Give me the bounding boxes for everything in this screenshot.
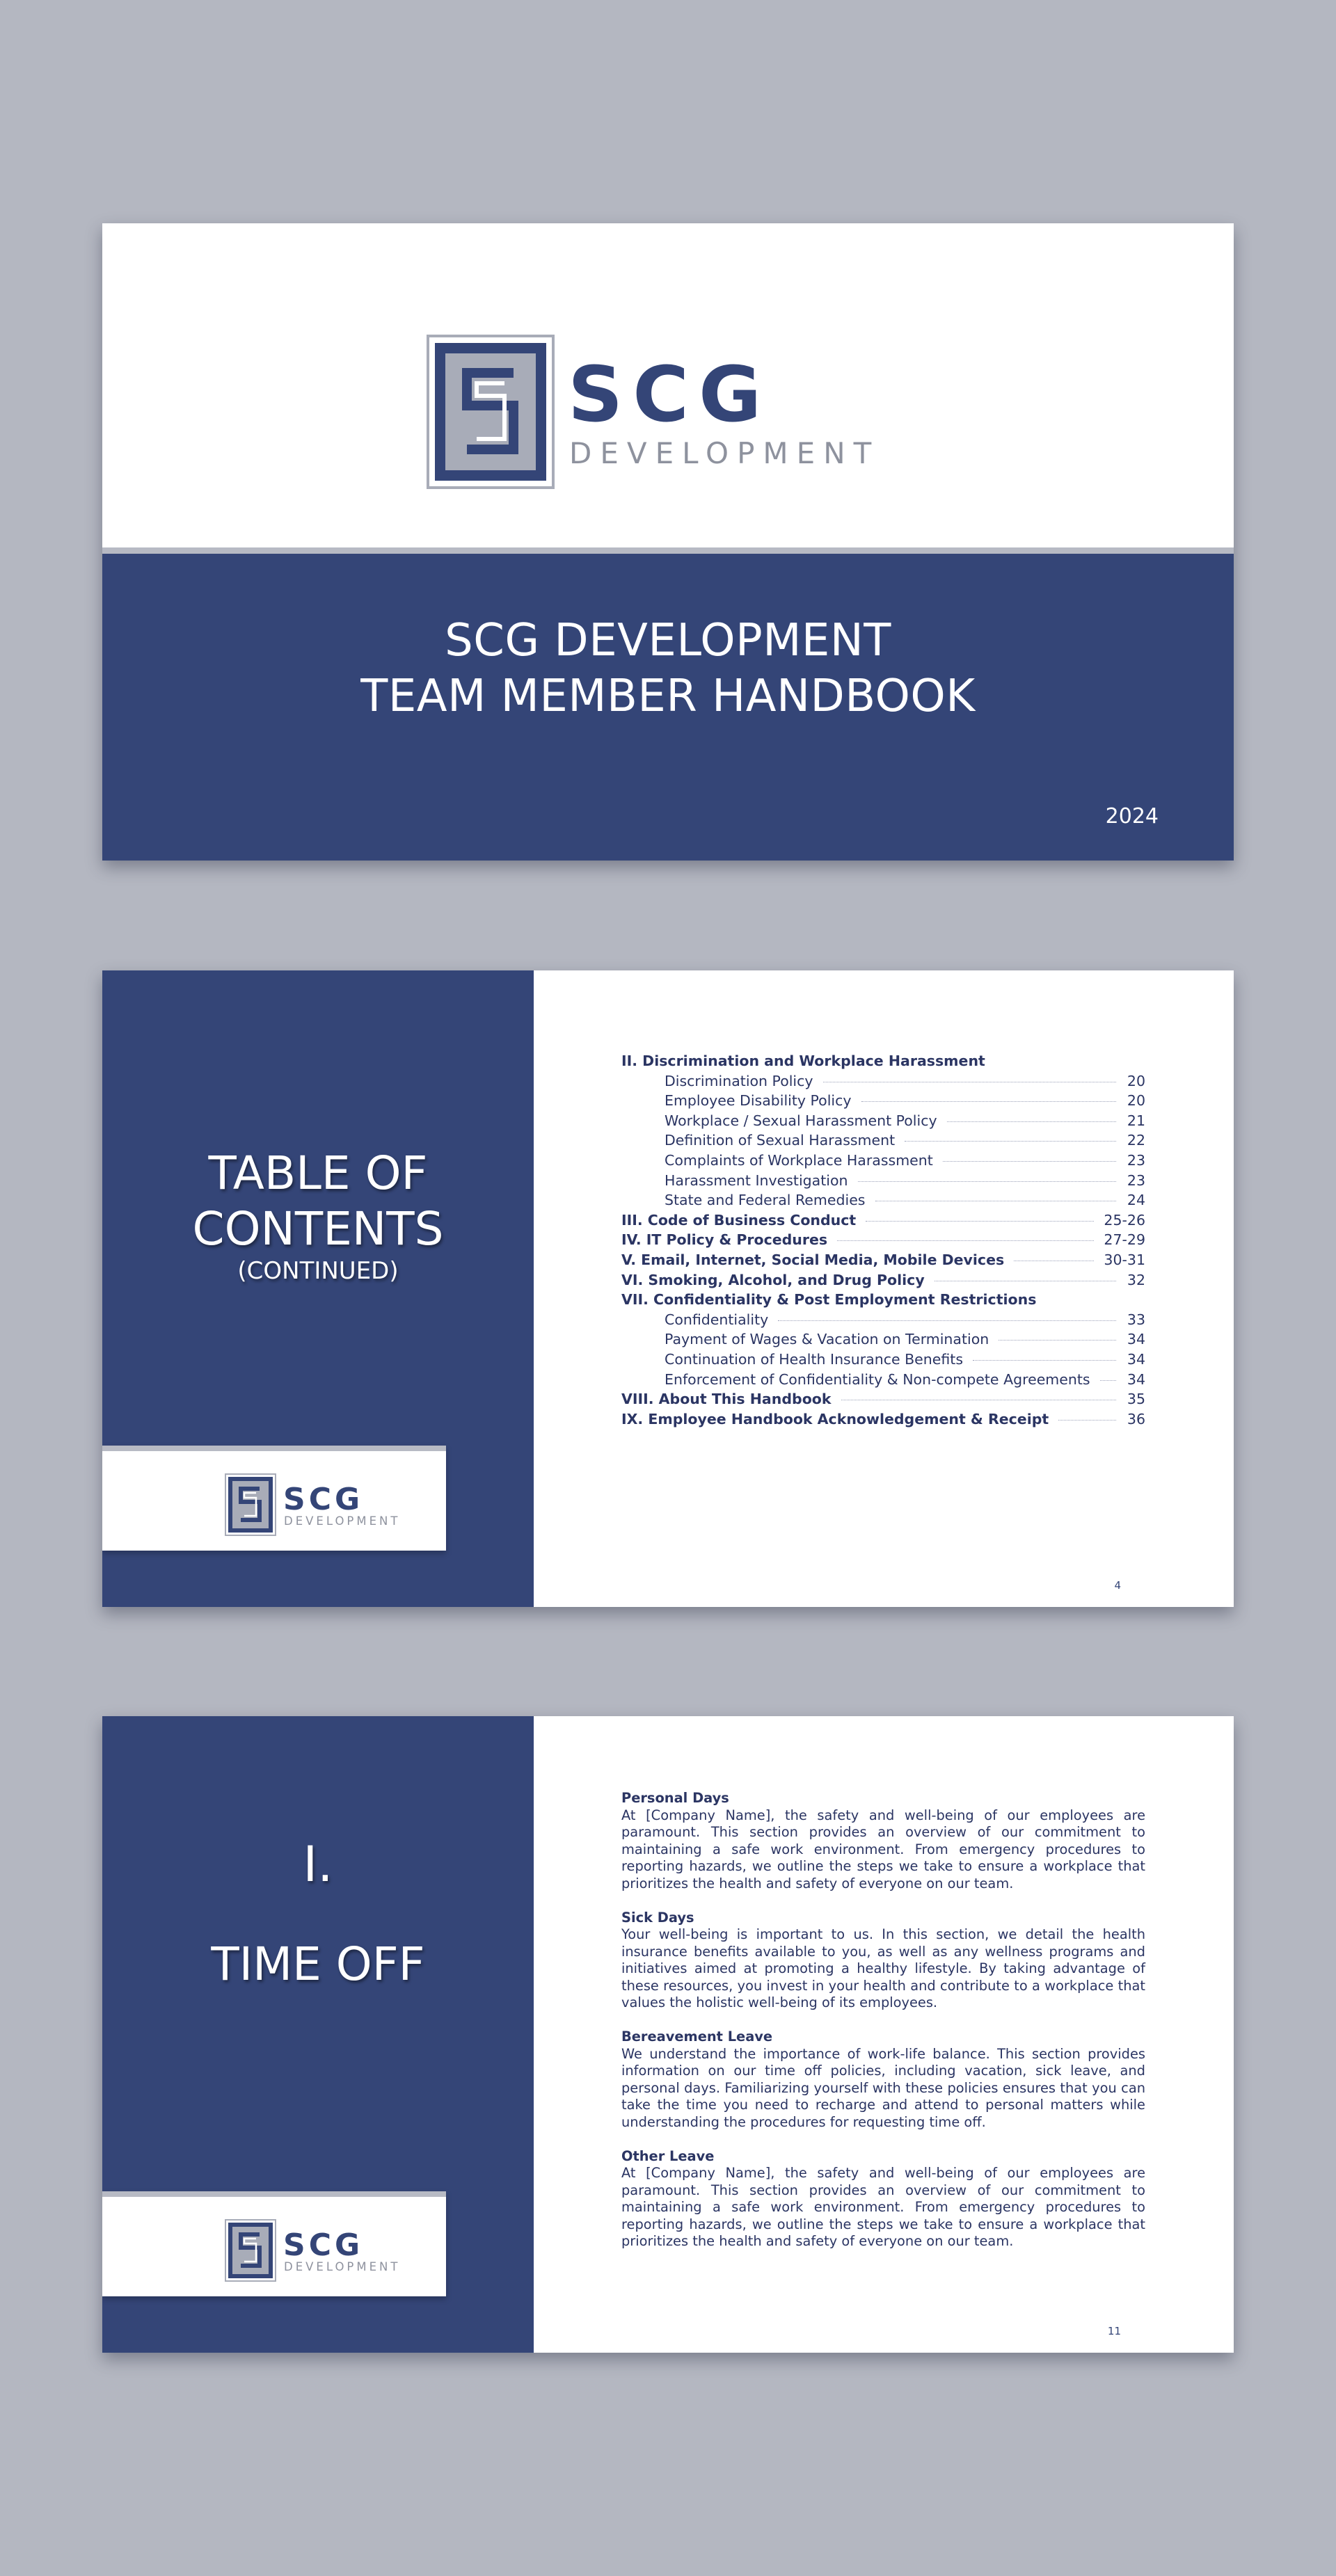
toc-entry: [621, 1351, 1145, 1371]
section-heading: Personal Days: [621, 1790, 729, 1806]
toc-leader-dots: [905, 1141, 1116, 1142]
toc-entry: [621, 1371, 1145, 1391]
toc-entry: [621, 1311, 1145, 1331]
toc-entry-title: Harassment Investigation: [665, 1171, 848, 1189]
chapter-number: I.: [303, 1836, 333, 1893]
toc-heading-line1: TABLE OF: [208, 1146, 428, 1200]
cover-year: 2024: [1105, 804, 1159, 829]
toc-heading-line2: CONTENTS: [192, 1202, 444, 1256]
toc-entry: [621, 1411, 1145, 1431]
toc-entry-page: 23: [1127, 1151, 1145, 1169]
toc-entry-page: 22: [1127, 1132, 1145, 1149]
toc-entry: [621, 1391, 1145, 1411]
cover-divider: [102, 547, 1234, 554]
page-number: 11: [1107, 2325, 1121, 2337]
toc-entry-title: Payment of Wages & Vacation on Termination: [665, 1331, 989, 1348]
toc-entry-title: II. Discrimination and Workplace Harassment: [621, 1053, 985, 1069]
cover-title-line2: TEAM MEMBER HANDBOOK: [360, 671, 976, 722]
section-heading: Bereavement Leave: [621, 2029, 773, 2045]
toc-entry-page: 33: [1127, 1311, 1145, 1328]
toc-entry: [621, 1212, 1145, 1232]
toc-entry-page: 20: [1127, 1092, 1145, 1110]
toc-entry-title: Enforcement of Confidentiality & Non-compete Agreements: [665, 1370, 1090, 1388]
toc-entry: [621, 1092, 1145, 1112]
toc-entry: [621, 1331, 1145, 1351]
toc-entry-page: 35: [1127, 1391, 1145, 1408]
cover-title-line1: SCG DEVELOPMENT: [445, 615, 891, 666]
svg-text:DEVELOPMENT: DEVELOPMENT: [284, 2260, 401, 2273]
svg-text:SCG: SCG: [283, 2227, 364, 2263]
toc-entry-title: IV. IT Policy & Procedures: [621, 1231, 828, 1249]
toc-entry: [621, 1291, 1145, 1311]
toc-entry-page: 27-29: [1104, 1231, 1145, 1249]
time-off-page: [102, 1716, 1234, 2353]
toc-leader-dots: [943, 1161, 1116, 1162]
toc-leader-dots: [947, 1121, 1116, 1122]
toc-page: [102, 970, 1234, 1607]
toc-entry-title: Discrimination Policy: [665, 1072, 813, 1089]
toc-entry-page: 24: [1127, 1192, 1145, 1209]
svg-text:DEVELOPMENT: DEVELOPMENT: [569, 436, 880, 470]
section-heading: Sick Days: [621, 1909, 694, 1926]
toc-logo-card: [102, 1446, 446, 1551]
toc-entry-page: 30-31: [1104, 1251, 1145, 1268]
time-off-logo-card: [102, 2191, 446, 2296]
toc-entry: [621, 1152, 1145, 1172]
scg-logo-small: [225, 2219, 406, 2283]
toc-leader-dots: [778, 1320, 1116, 1321]
cover-title-band: [102, 554, 1234, 861]
time-off-body: [621, 1790, 1145, 2267]
toc-entry-page: 21: [1127, 1112, 1145, 1129]
toc-leader-dots: [861, 1101, 1116, 1102]
section-text: At [Company Name], the safety and well-being of our employees are paramount. This section provides an overview of our commitment to maintaining a safe work environment. From emergency procedures to reporting hazards, we outline the steps we take to ensure a workplace that prioritizes the health and safety of everyone on our team.: [621, 1807, 1145, 1891]
cover-top: [102, 223, 1234, 547]
toc-leader-dots: [1100, 1380, 1116, 1381]
section-text: Your well-being is important to us. In this section, we detail the health insurance benefits available to you, as well as any wellness programs and initiatives aimed at promoting a healthy lifestyle. By taking advantage of these resources, you invest in your health and contribute to a workplace that values the holistic well-being of its employees.: [621, 1926, 1145, 2010]
toc-entry-title: State and Federal Remedies: [665, 1192, 866, 1209]
toc-entry: [621, 1112, 1145, 1133]
scg-logo-small: [225, 1473, 406, 1537]
policy-section: [621, 2029, 1145, 2131]
toc-entry-title: VII. Confidentiality & Post Employment Restrictions: [621, 1291, 1037, 1309]
toc-entry-page: 34: [1127, 1350, 1145, 1368]
policy-section: [621, 1790, 1145, 1892]
toc-entry-title: Employee Disability Policy: [665, 1092, 852, 1110]
toc-entry-page: 34: [1127, 1331, 1145, 1348]
time-off-left-panel: [102, 1716, 534, 2353]
toc-entry-title: VIII. About This Handbook: [621, 1391, 832, 1408]
toc-entry-page: 25-26: [1104, 1211, 1145, 1229]
toc-entry-page: 36: [1127, 1410, 1145, 1427]
toc-leader-dots: [837, 1240, 1094, 1241]
toc-leader-dots: [999, 1340, 1116, 1341]
toc-entry-title: V. Email, Internet, Social Media, Mobile Devices: [621, 1251, 1005, 1268]
toc-entry: [621, 1073, 1145, 1093]
section-text: At [Company Name], the safety and well-being of our employees are paramount. This section provides an overview of our commitment to maintaining a safe work environment. From emergency procedures to reporting hazards, we outline the steps we take to ensure a workplace that prioritizes the health and safety of everyone on our team.: [621, 2165, 1145, 2249]
section-heading: Other Leave: [621, 2147, 715, 2164]
toc-entry-page: 32: [1127, 1271, 1145, 1288]
toc-entry: [621, 1132, 1145, 1152]
toc-entry: [621, 1192, 1145, 1212]
toc-entry-page: 20: [1127, 1072, 1145, 1089]
toc-left-panel: [102, 970, 534, 1607]
chapter-title: TIME OFF: [211, 1937, 425, 1991]
toc-heading-sub: (CONTINUED): [237, 1257, 399, 1285]
toc-entry-title: IX. Employee Handbook Acknowledgement & Receipt: [621, 1410, 1049, 1427]
svg-text:SCG: SCG: [568, 350, 772, 439]
toc-leader-dots: [1058, 1420, 1116, 1421]
toc-entry: [621, 1172, 1145, 1192]
toc-leader-dots: [973, 1360, 1116, 1361]
scg-logo: [427, 335, 914, 491]
toc-entry-title: Definition of Sexual Harassment: [665, 1132, 896, 1149]
toc-entry-title: Workplace / Sexual Harassment Policy: [665, 1112, 937, 1129]
toc-entry-title: VI. Smoking, Alcohol, and Drug Policy: [621, 1271, 925, 1288]
policy-section: [621, 1910, 1145, 2012]
toc-entry-title: III. Code of Business Conduct: [621, 1211, 857, 1229]
toc-entry-title: Continuation of Health Insurance Benefits: [665, 1350, 964, 1368]
toc-entry-title: Complaints of Workplace Harassment: [665, 1151, 933, 1169]
section-text: We understand the importance of work-life balance. This section provides information on our time off policies, including vacation, sick leave, and personal days. Familiarizing yourself with these policies ensures that you can take the time you need to recharge and attend to personal matters while understanding the procedures for requesting time off.: [621, 2045, 1145, 2130]
toc-leader-dots: [866, 1221, 1094, 1222]
toc-entry: [621, 1251, 1145, 1272]
svg-text:DEVELOPMENT: DEVELOPMENT: [284, 1514, 401, 1528]
toc-entry: [621, 1053, 1145, 1073]
toc-entry: [621, 1231, 1145, 1251]
toc-entry-page: 34: [1127, 1370, 1145, 1388]
policy-section: [621, 2148, 1145, 2250]
toc-entry-page: 23: [1127, 1171, 1145, 1189]
toc-entry-title: Confidentiality: [665, 1311, 769, 1328]
cover-page: [102, 223, 1234, 861]
toc-entry: [621, 1272, 1145, 1292]
svg-text:SCG: SCG: [283, 1482, 364, 1517]
page-number: 4: [1114, 1579, 1121, 1592]
toc-leader-dots: [858, 1181, 1117, 1182]
toc-list: [621, 1053, 1145, 1430]
